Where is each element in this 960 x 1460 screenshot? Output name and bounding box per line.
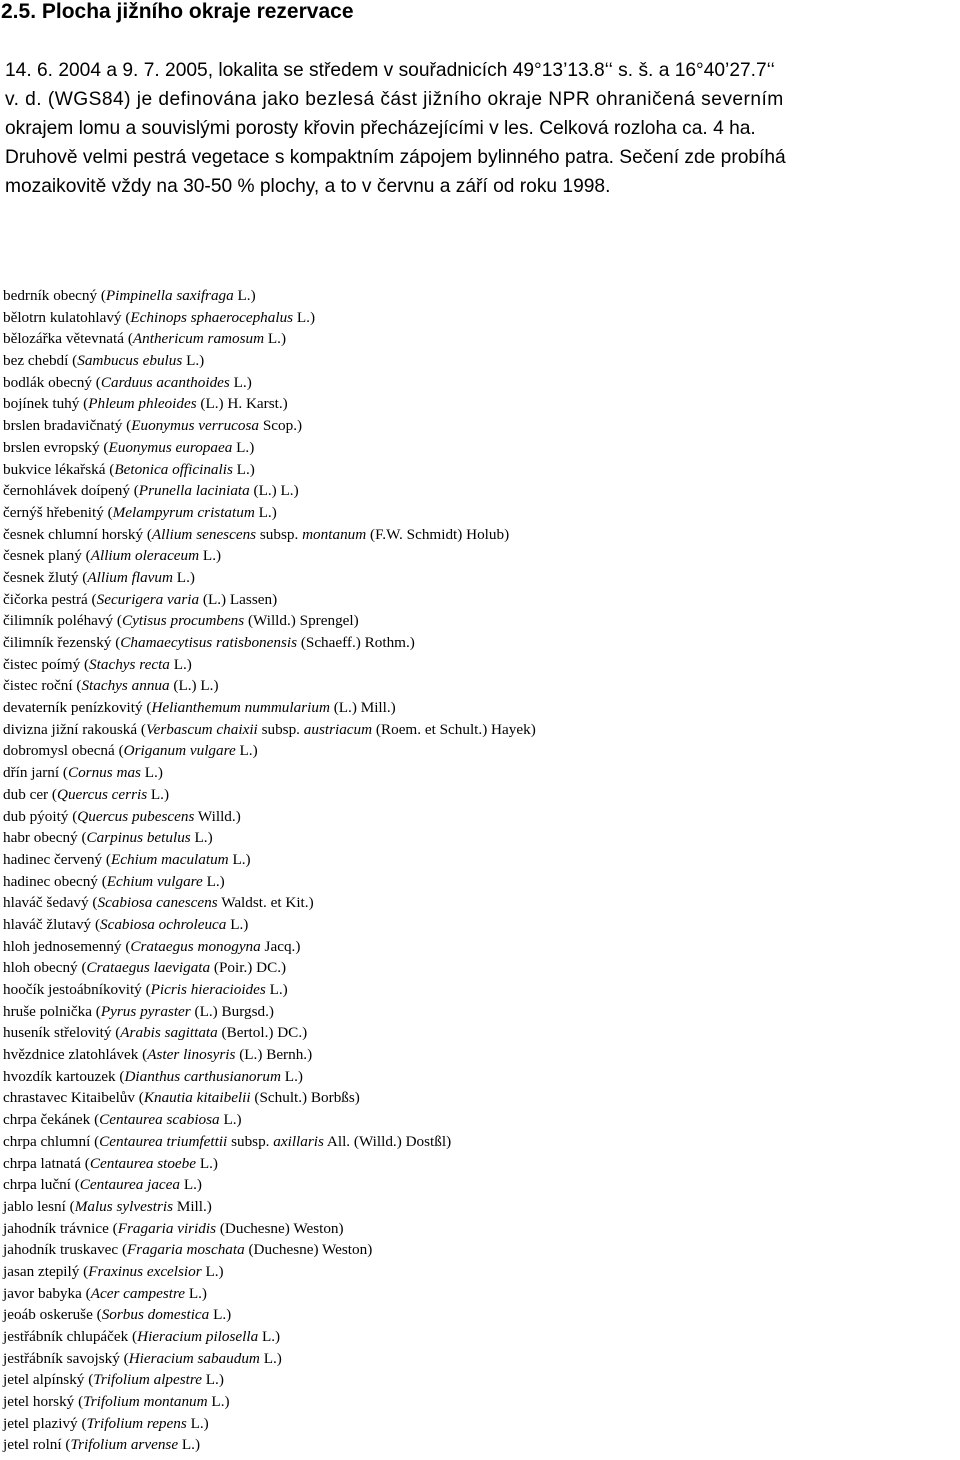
- czech-name: javor babyka: [3, 1284, 82, 1302]
- czech-name: devaterník penízkovitý: [3, 699, 143, 717]
- czech-name: česnek planý: [3, 547, 82, 565]
- latin-name: Trifolium montanum: [83, 1393, 208, 1411]
- species-item: jasan ztepilý (Fraxinus excelsior L.): [3, 1262, 224, 1280]
- latin-name: Origanum vulgare: [123, 742, 236, 760]
- author-citation: L.: [258, 503, 272, 521]
- species-item: dobromysl obecná (Origanum vulgare L.): [3, 742, 258, 760]
- czech-name: dub pýoitý: [3, 807, 69, 825]
- latin-name: Carpinus betulus: [86, 829, 191, 847]
- species-item: hloh obecný (Crataegus laevigata (Poir.) DC.): [3, 959, 287, 977]
- latin-name: Scabiosa canescens: [97, 894, 218, 912]
- czech-name: jetel plazivý: [3, 1414, 78, 1432]
- species-item: čilimník poléhavý (Cytisus procumbens (Willd.) Sprengel): [3, 612, 359, 630]
- latin-name: Euonymus europaea: [108, 438, 233, 456]
- latin-name: Allium flavum: [87, 568, 173, 586]
- czech-name: jetel horský: [3, 1393, 75, 1411]
- czech-name: habr obecný: [3, 829, 78, 847]
- author-citation: L.: [213, 1306, 227, 1324]
- author-citation: L.: [202, 547, 216, 565]
- latin-name: Scabiosa ochroleuca: [100, 915, 227, 933]
- author-citation: (Roem. et Schult.) Hayek: [375, 720, 531, 738]
- latin-name: Trifolium arvense: [70, 1436, 179, 1454]
- species-item: bukvice lékařská (Betonica officinalis L.): [3, 460, 255, 478]
- czech-name: bělotrn kulatohlavý: [3, 308, 122, 326]
- species-item: hloh jednosemenný (Crataegus monogyna Jacq.): [3, 937, 301, 955]
- author-citation: (L.) Mill.: [333, 699, 391, 717]
- species-item: jablo lesní (Malus sylvestris Mill.): [3, 1197, 212, 1215]
- species-item: bodlák obecný (Carduus acanthoides L.): [3, 373, 252, 391]
- species-item: bez chebdí (Sambucus ebulus L.): [3, 352, 205, 370]
- czech-name: bojínek tuhý: [3, 395, 80, 413]
- author-citation: L.: [284, 1067, 298, 1085]
- species-item: čistec poímý (Stachys recta L.): [3, 655, 192, 673]
- author-citation: L.: [188, 1284, 202, 1302]
- latin-name: Echium maculatum: [110, 850, 229, 868]
- species-item: čičorka pestrá (Securigera varia (L.) Lassen): [3, 590, 278, 608]
- czech-name: jasan ztepilý: [3, 1262, 80, 1280]
- species-item: jetel alpínský (Trifolium alpestre L.): [3, 1371, 224, 1389]
- czech-name: dřín jarní: [3, 764, 60, 782]
- species-item: jahodník truskavec (Fragaria moschata (Duchesne) Weston): [3, 1241, 373, 1259]
- latin-name: Echium vulgare: [106, 872, 203, 890]
- infra-rank: subsp.: [261, 720, 300, 738]
- author-citation: L.: [206, 872, 220, 890]
- czech-name: hloh jednosemenný: [3, 937, 122, 955]
- latin-name: Crataegus laevigata: [86, 959, 211, 977]
- species-item: chrpa čekánek (Centaurea scabiosa L.): [3, 1111, 242, 1129]
- latin-name: Malus sylvestris: [74, 1197, 174, 1215]
- author-citation: L.: [237, 287, 251, 304]
- intro-paragraph: [5, 56, 960, 201]
- czech-name: čistec poímý: [3, 655, 81, 673]
- author-citation: L.: [173, 655, 187, 673]
- author-citation: Waldst. et Kit.: [221, 894, 309, 912]
- latin-name: Centaurea jacea: [79, 1176, 181, 1194]
- species-item: huseník střelovitý (Arabis sagittata (Bertol.) DC.): [3, 1024, 308, 1042]
- czech-name: huseník střelovitý: [3, 1024, 112, 1042]
- latin-name: Acer campestre: [90, 1284, 186, 1302]
- czech-name: hlaváč šedavý: [3, 894, 89, 912]
- czech-name: jetel alpínský: [3, 1371, 85, 1389]
- czech-name: čičorka pestrá: [3, 590, 88, 608]
- czech-name: chrpa chlumní: [3, 1132, 91, 1150]
- czech-name: jahodník trávnice: [3, 1219, 109, 1237]
- species-item: hruše polnička (Pyrus pyraster (L.) Burgsd.): [3, 1002, 274, 1020]
- author-citation: (L.) Burgsd.: [194, 1002, 269, 1020]
- latin-name: Hieracium sabaudum: [128, 1349, 260, 1367]
- latin-name: Echinops sphaerocephalus: [130, 308, 294, 326]
- czech-name: dub cer: [3, 785, 49, 803]
- latin-name: Sorbus domestica: [101, 1306, 210, 1324]
- author-citation: (F.W. Schmidt) Holub: [370, 525, 505, 543]
- czech-name: čilimník poléhavý: [3, 612, 114, 630]
- author-citation: L.: [181, 1436, 195, 1454]
- species-item: černýš hřebenitý (Melampyrum cristatum L.): [3, 503, 277, 521]
- latin-name: Allium senescens: [151, 525, 257, 543]
- latin-name: Arabis sagittata: [120, 1024, 218, 1042]
- latin-name: Aster linosyris: [147, 1046, 236, 1064]
- czech-name: dobromysl obecná: [3, 742, 115, 760]
- czech-name: jestřábník savojský: [3, 1349, 120, 1367]
- species-item: jestřábník savojský (Hieracium sabaudum L.): [3, 1349, 282, 1367]
- species-item: čilimník řezenský (Chamaecytisus ratisbonensis (Schaeff.) Rothm.): [3, 634, 415, 651]
- author-citation: L.: [232, 850, 246, 868]
- latin-name: Fragaria viridis: [117, 1219, 217, 1237]
- author-citation: L.: [144, 764, 158, 782]
- species-item: jetel horský (Trifolium montanum L.): [3, 1393, 230, 1411]
- species-item: hvězdnice zlatohlávek (Aster linosyris (L.) Bernh.): [3, 1046, 313, 1064]
- latin-name: Centaurea stoebe: [89, 1154, 197, 1172]
- infra-rank: subsp.: [259, 525, 299, 543]
- czech-name: divizna jižní rakouská: [3, 720, 138, 738]
- species-item: brslen bradavičnatý (Euonymus verrucosa Scop.): [3, 417, 303, 435]
- czech-name: hvozdík kartouzek: [3, 1067, 116, 1085]
- latin-name: Allium oleraceum: [90, 547, 200, 565]
- latin-name: Melampyrum cristatum: [112, 503, 255, 521]
- czech-name: brslen bradavičnatý: [3, 417, 123, 435]
- czech-name: chrpa latnatá: [3, 1154, 81, 1172]
- author-citation: L.: [199, 1154, 213, 1172]
- czech-name: bělozářka větevnatá: [3, 330, 125, 348]
- species-item: bělotrn kulatohlavý (Echinops sphaerocephalus L.): [3, 308, 316, 326]
- infra-rank: subsp.: [231, 1132, 270, 1150]
- czech-name: hloh obecný: [3, 959, 78, 977]
- species-item: dřín jarní (Cornus mas L.): [3, 764, 163, 782]
- czech-name: hadinec obecný: [3, 872, 98, 890]
- latin-name: Quercus cerris: [56, 785, 148, 803]
- czech-name: hoočík jestoábníkovitý: [3, 981, 142, 998]
- species-list: [3, 285, 536, 1456]
- author-citation: (Duchesne) Weston: [248, 1241, 368, 1259]
- latin-name: Centaurea triumfettii: [99, 1132, 228, 1150]
- author-citation: (Poir.) DC.: [213, 959, 282, 977]
- author-citation: L.: [211, 1393, 225, 1411]
- latin-name: Euonymus verrucosa: [131, 417, 260, 435]
- latin-name: Fragaria moschata: [127, 1241, 245, 1259]
- author-citation: (Duchesne) Weston: [219, 1219, 339, 1237]
- czech-name: bedrník obecný: [3, 287, 98, 304]
- czech-name: chrpa čekánek: [3, 1111, 91, 1129]
- author-citation: Jacq.: [264, 937, 296, 955]
- species-item: habr obecný (Carpinus betulus L.): [3, 829, 213, 847]
- intro-line: Druhově velmi pestrá vegetace s kompaktním zápojem bylinného patra. Sečení zde probíhá: [5, 147, 786, 168]
- latin-subspecies: axillaris: [273, 1132, 324, 1150]
- species-item: jahodník trávnice (Fragaria viridis (Duchesne) Weston): [3, 1219, 344, 1237]
- author-citation: (Schaeff.) Rothm.: [300, 634, 410, 651]
- author-citation: (L.) H. Karst.: [200, 395, 283, 413]
- author-citation: L.: [150, 785, 164, 803]
- species-item: bojínek tuhý (Phleum phleoides (L.) H. Karst.): [3, 395, 288, 413]
- intro-line: mozaikovitě vždy na 30-50 % plochy, a to v červnu a září od roku 1998.: [5, 176, 611, 197]
- latin-name: Trifolium repens: [86, 1414, 187, 1432]
- species-item: hlaváč šedavý (Scabiosa canescens Waldst. et Kit.): [3, 894, 314, 912]
- species-item: hadinec červený (Echium maculatum L.): [3, 850, 251, 868]
- author-citation: L.: [205, 1262, 219, 1280]
- latin-name: Helianthemum nummularium: [151, 699, 330, 717]
- latin-name: Trifolium alpestre: [93, 1371, 202, 1389]
- czech-name: česnek chlumní horský: [3, 525, 144, 543]
- author-citation: L.: [205, 1371, 219, 1389]
- intro-line: v. d. (WGS84) je definována jako bezlesá část jižního okraje NPR ohraničená severním: [5, 89, 784, 110]
- czech-name: chrastavec Kitaibelův: [3, 1089, 135, 1107]
- czech-name: jetel rolní: [3, 1436, 62, 1454]
- czech-name: hvězdnice zlatohlávek: [3, 1046, 139, 1064]
- species-item: chrpa luční (Centaurea jacea L.): [3, 1176, 202, 1194]
- author-citation: L.: [223, 1111, 237, 1129]
- latin-name: Stachys recta: [89, 655, 170, 673]
- latin-name: Anthericum ramosum: [132, 330, 265, 348]
- czech-name: černýš hřebenitý: [3, 503, 104, 521]
- section-heading: 2.5. Plocha jižního okraje rezervace: [1, 0, 354, 23]
- species-item: chrpa latnatá (Centaurea stoebe L.): [3, 1154, 218, 1172]
- author-citation: L.: [194, 829, 208, 847]
- latin-name: Fraxinus excelsior: [88, 1262, 202, 1280]
- latin-name: Stachys annua: [81, 677, 170, 695]
- author-citation: All. (Willd.) Dostßl: [326, 1132, 447, 1150]
- latin-name: Pimpinella saxifraga: [105, 287, 234, 304]
- species-item: javor babyka (Acer campestre L.): [3, 1284, 207, 1302]
- czech-name: chrpa luční: [3, 1176, 71, 1194]
- czech-name: jestřábník chlupáček: [3, 1328, 129, 1345]
- latin-name: Picris hieracioides: [150, 981, 266, 998]
- author-citation: (L.) L.: [173, 677, 214, 695]
- species-item: česnek planý (Allium oleraceum L.): [3, 547, 222, 565]
- author-citation: (L.) Lassen: [202, 590, 273, 608]
- czech-name: česnek žlutý: [3, 568, 79, 586]
- author-citation: L.: [263, 1349, 277, 1367]
- author-citation: L.: [269, 981, 283, 998]
- latin-name: Sambucus ebulus: [77, 352, 183, 370]
- species-item: bedrník obecný (Pimpinella saxifraga L.): [3, 287, 256, 304]
- author-citation: L.: [267, 330, 281, 348]
- latin-name: Phleum phleoides: [88, 395, 197, 413]
- species-item: brslen evropský (Euonymus europaea L.): [3, 438, 255, 456]
- author-citation: L.: [233, 373, 247, 391]
- species-item: hvozdík kartouzek (Dianthus carthusianorum L.): [3, 1067, 303, 1085]
- species-item: černohlávek doípený (Prunella laciniata (L.) L.): [3, 482, 299, 500]
- species-item: chrpa chlumní (Centaurea triumfettii subsp. axillaris All. (Willd.) Dostßl): [3, 1132, 452, 1150]
- species-item: hlaváč žlutavý (Scabiosa ochroleuca L.): [3, 915, 249, 933]
- species-item: hoočík jestoábníkovitý (Picris hieracioides L.): [3, 981, 288, 998]
- latin-name: Knautia kitaibelii: [143, 1089, 251, 1107]
- latin-name: Cytisus procumbens: [121, 612, 245, 630]
- species-item: česnek chlumní horský (Allium senescens subsp. montanum (F.W. Schmidt) Holub): [3, 525, 510, 543]
- czech-name: bukvice lékařská: [3, 460, 106, 478]
- author-citation: L.: [236, 438, 250, 456]
- czech-name: jahodník truskavec: [3, 1241, 119, 1259]
- author-citation: L.: [296, 308, 310, 326]
- species-item: jetel rolní (Trifolium arvense L.): [3, 1436, 201, 1454]
- czech-name: brslen evropský: [3, 438, 100, 456]
- latin-name: Dianthus carthusianorum: [124, 1067, 281, 1085]
- species-item: čistec roční (Stachys annua (L.) L.): [3, 677, 219, 695]
- czech-name: čistec roční: [3, 677, 73, 695]
- species-item: dub cer (Quercus cerris L.): [3, 785, 170, 803]
- czech-name: bodlák obecný: [3, 373, 92, 391]
- author-citation: (Schult.) Borbßs: [254, 1089, 355, 1107]
- author-citation: L.: [186, 352, 200, 370]
- species-item: česnek žlutý (Allium flavum L.): [3, 568, 195, 586]
- author-citation: (Willd.) Sprengel: [247, 612, 354, 630]
- species-item: chrastavec Kitaibelův (Knautia kitaibelii (Schult.) Borbßs): [3, 1089, 360, 1107]
- author-citation: L.: [230, 915, 244, 933]
- latin-name: Carduus acanthoides: [100, 373, 230, 391]
- latin-name: Centaurea scabiosa: [99, 1111, 220, 1129]
- author-citation: L.: [236, 460, 250, 478]
- intro-line: 14. 6. 2004 a 9. 7. 2005, lokalita se středem v souřadnicích 49°13’13.8‘‘ s. š. a 16°40’27.7‘‘: [5, 60, 775, 81]
- latin-name: Crataegus monogyna: [130, 937, 261, 955]
- author-citation: L.: [176, 568, 190, 586]
- author-citation: (L.) Bernh.: [239, 1046, 308, 1064]
- latin-name: Betonica officinalis: [114, 460, 233, 478]
- latin-name: Cornus mas: [67, 764, 141, 782]
- latin-name: Securigera varia: [96, 590, 200, 608]
- czech-name: jablo lesní: [3, 1197, 66, 1215]
- species-item: dub pýoitý (Quercus pubescens Willd.): [3, 807, 241, 825]
- intro-line: okrajem lomu a souvislými porosty křovin přecházejícími v les. Celková rozloha ca. 4 ha.: [5, 118, 756, 139]
- czech-name: hadinec červený: [3, 850, 103, 868]
- author-citation: Mill.: [176, 1197, 207, 1215]
- latin-name: Prunella laciniata: [138, 482, 250, 500]
- author-citation: L.: [183, 1176, 197, 1194]
- species-item: jeoáb oskeruše (Sorbus domestica L.): [3, 1306, 232, 1324]
- czech-name: bez chebdí: [3, 352, 69, 370]
- species-item: jetel plazivý (Trifolium repens L.): [3, 1414, 209, 1432]
- species-item: jestřábník chlupáček (Hieracium pilosella L.): [3, 1328, 281, 1345]
- species-item: bělozářka větevnatá (Anthericum ramosum L.): [3, 330, 287, 348]
- author-citation: (Bertol.) DC.: [221, 1024, 303, 1042]
- latin-subspecies: montanum: [302, 525, 367, 543]
- latin-name: Chamaecytisus ratisbonensis: [120, 634, 298, 651]
- author-citation: Scop.: [262, 417, 297, 435]
- author-citation: L.: [239, 742, 253, 760]
- species-item: hadinec obecný (Echium vulgare L.): [3, 872, 225, 890]
- author-citation: L.: [261, 1328, 276, 1345]
- latin-name: Pyrus pyraster: [100, 1002, 191, 1020]
- author-citation: (L.) L.: [253, 482, 294, 500]
- czech-name: jeoáb oskeruše: [3, 1306, 93, 1324]
- czech-name: hruše polnička: [3, 1002, 92, 1020]
- latin-name: Verbascum chaixii: [145, 720, 258, 738]
- species-item: devaterník penízkovitý (Helianthemum nummularium (L.) Mill.): [3, 699, 396, 717]
- author-citation: Willd.: [197, 807, 236, 825]
- species-item: divizna jižní rakouská (Verbascum chaixii subsp. austriacum (Roem. et Schult.) Hayek): [3, 720, 536, 738]
- czech-name: černohlávek doípený: [3, 482, 130, 500]
- author-citation: L.: [190, 1414, 204, 1432]
- latin-subspecies: austriacum: [303, 720, 373, 738]
- czech-name: čilimník řezenský: [3, 634, 112, 651]
- latin-name: Hieracium pilosella: [137, 1328, 259, 1345]
- latin-name: Quercus pubescens: [77, 807, 195, 825]
- czech-name: hlaváč žlutavý: [3, 915, 92, 933]
